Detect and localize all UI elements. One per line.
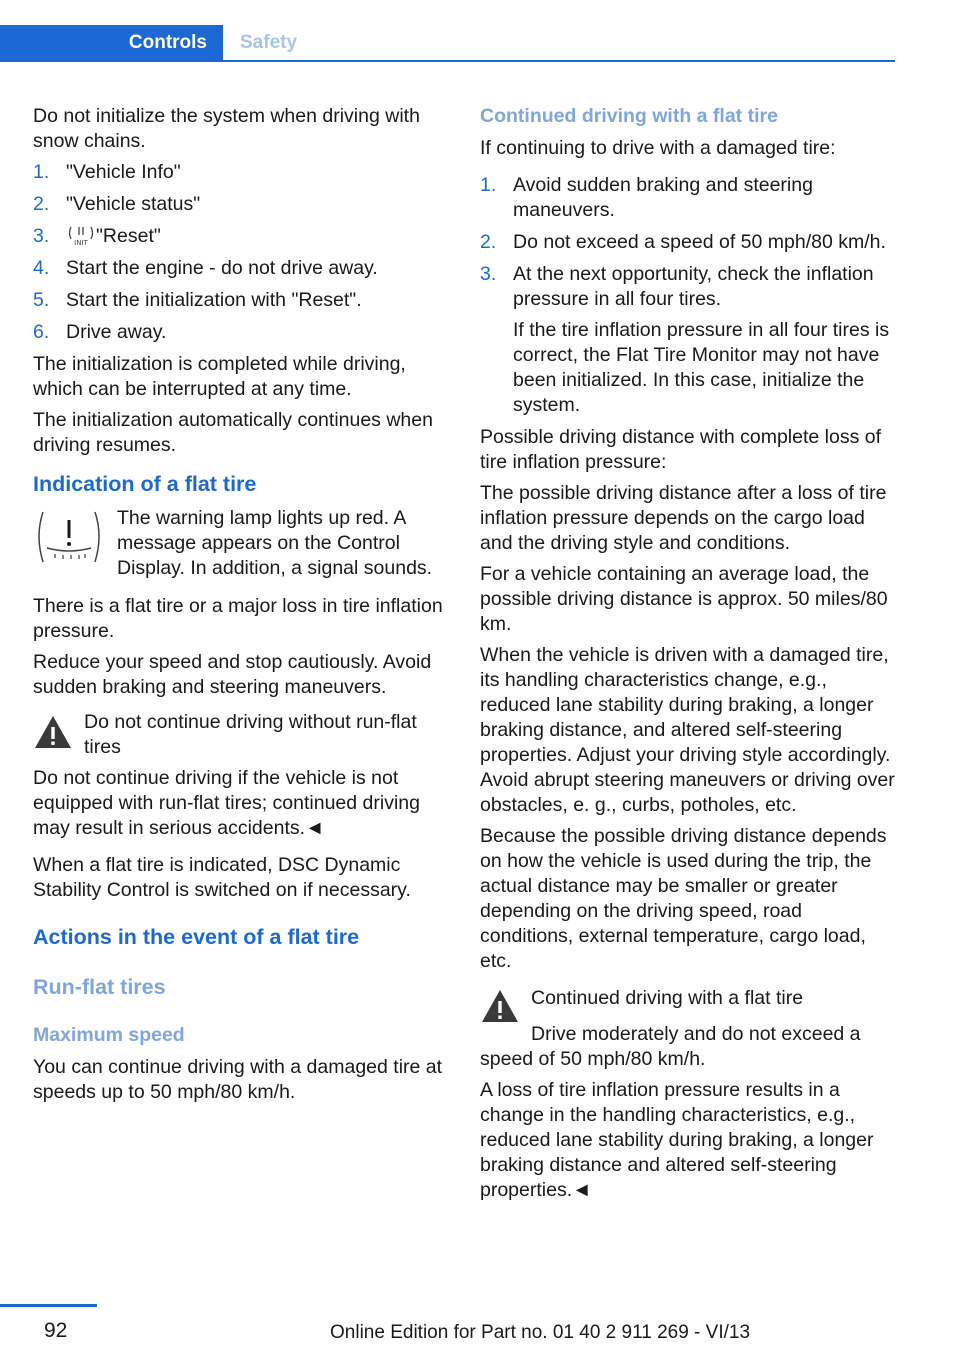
heading-indication: Indication of a flat tire — [33, 472, 257, 496]
paragraph: The possible driving distance after a loss of tire inflation pressure depends on the cargo load and the driving style and conditions. — [480, 482, 887, 554]
footer-rule — [0, 1304, 97, 1307]
heading-max-speed: Maximum speed — [33, 1024, 185, 1046]
warning-note — [480, 986, 898, 1016]
continued-steps-list — [480, 173, 898, 418]
list-item: 5. Start the initialization with "Reset". — [33, 289, 362, 311]
tab-safety[interactable]: Safety — [240, 32, 298, 53]
warning-triangle-icon — [33, 714, 73, 757]
warning-body: Do not continue driving if the vehicle is not equipped with run-flat tires; continued driving may result in serious accidents.◄ — [33, 767, 420, 839]
paragraph: A loss of tire inflation pressure results in a change in the handling characteristics, e.g., reduced lane stability during braking, a longer braking distance and altered self-steering properties.◄ — [480, 1079, 874, 1201]
warning-title: Do not continue driving without run-flat tires — [84, 711, 417, 758]
paragraph: The initialization automatically continues when driving resumes. — [33, 409, 433, 456]
list-item: 4. Start the engine - do not drive away. — [33, 257, 378, 279]
heading-continued-driving: Continued driving with a flat tire — [480, 105, 778, 127]
warning-title: Continued driving with a flat tire — [531, 987, 804, 1009]
warning-lamp-block — [33, 506, 451, 582]
heading-actions: Actions in the event of a flat tire — [33, 925, 360, 949]
intro-paragraph: Do not initialize the system when driving with snow chains. — [33, 105, 420, 152]
warning-note — [33, 710, 451, 760]
header-rule — [0, 60, 895, 62]
tab-controls[interactable]: Controls — [0, 25, 223, 61]
list-item: 2. "Vehicle status" — [33, 193, 201, 215]
paragraph: You can continue driving with a damaged tire at speeds up to 50 mph/80 km/h. — [33, 1056, 443, 1103]
list-item: 1. Avoid sudden braking and steering maneuvers. — [480, 174, 813, 221]
paragraph: For a vehicle containing an average load, the possible driving distance is approx. 50 miles/80 km. — [480, 563, 888, 635]
heading-runflat: Run-flat tires — [33, 975, 166, 999]
paragraph: Possible driving distance with complete loss of tire inflation pressure: — [480, 426, 882, 473]
paragraph: The initialization is completed while driving, which can be interrupted at any time. — [33, 353, 406, 400]
step-note: If the tire inflation pressure in all four tires is correct, the Flat Tire Monitor may not have been initialized. In this case, initialize the system. — [513, 319, 890, 416]
paragraph: When a flat tire is indicated, DSC Dynamic Stability Control is switched on if necessary. — [33, 854, 411, 901]
paragraph: Because the possible driving distance depends on how the vehicle is used during the trip, the actual distance may be smaller or greater depending on the driving speed, road conditions, external temperature, cargo load, etc. — [480, 825, 887, 972]
list-item: 3. At the next opportunity, check the inflation pressure in all four tires. If the tire inflation pressure in all four tires is correct, the Flat Tire Monitor may not have been initialized. In this case, initialize the system. — [480, 262, 898, 418]
warning-body: Drive moderately and do not exceed a speed of 50 mph/80 km/h. — [480, 1023, 861, 1070]
list-item: 6. Drive away. — [33, 321, 167, 343]
right-column — [480, 104, 898, 1209]
list-item: 1. "Vehicle Info" — [33, 161, 181, 183]
page-header — [0, 0, 960, 62]
page-number: 92 — [44, 1319, 68, 1342]
list-item: 3. INIT "Reset" — [33, 225, 161, 247]
left-column — [33, 104, 451, 1111]
warning-lamp-text: The warning lamp lights up red. A message appears on the Control Display. In addition, a signal sounds. — [117, 507, 433, 579]
paragraph: Reduce your speed and stop cautiously. Avoid sudden braking and steering maneuvers. — [33, 651, 432, 698]
list-item: 2. Do not exceed a speed of 50 mph/80 km/h. — [480, 231, 886, 253]
warning-triangle-icon — [480, 988, 520, 1031]
reset-init-icon — [66, 224, 96, 246]
paragraph: If continuing to drive with a damaged tire: — [480, 137, 836, 159]
init-icon-label: INIT — [74, 239, 88, 246]
paragraph: When the vehicle is driven with a damaged tire, its handling characteristics change, e.g., reduced lane stability during braking, a longer braking distance, and altered self-steering properties. Adjust your driving style accordingly. Avoid abrupt steering maneuvers or driving over obstacles, e. g., curbs, potholes, etc. — [480, 644, 895, 816]
edition-text: Online Edition for Part no. 01 40 2 911 269 - VI/13 — [330, 1322, 751, 1343]
init-steps-list — [33, 160, 451, 345]
paragraph: There is a flat tire or a major loss in tire inflation pressure. — [33, 595, 443, 642]
tire-pressure-warning-icon — [33, 510, 105, 573]
